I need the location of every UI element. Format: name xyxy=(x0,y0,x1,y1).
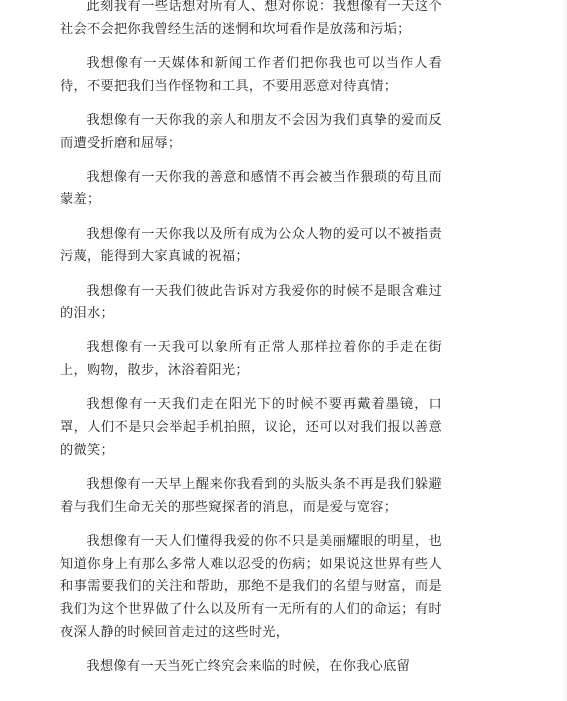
article-body xyxy=(60,0,442,690)
paragraph: 我想像有一天我们走在阳光下的时候不要再戴着墨镜，口罩，人们不是只会举起手机拍照，议论，还可以对我们报以善意的微笑； xyxy=(60,397,442,458)
paragraph: 我想像有一天当死亡终究会来临的时候，在你我心底留 xyxy=(86,658,411,674)
paragraph: 我想像有一天我们彼此告诉对方我爱你的时候不是眼含难过的泪水； xyxy=(60,283,442,322)
paragraph: 此刻我有一些话想对所有人、想对你说：我想像有一天这个社会不会把你我曾经生活的迷惘和坎坷看作是放荡和污垢； xyxy=(60,0,442,37)
paragraph: 我想像有一天我可以象所有正常人那样拉着你的手走在街上，购物，散步，沐浴着阳光； xyxy=(60,340,442,379)
paragraph: 我想像有一天媒体和新闻工作者们把你我也可以当作人看待，不要把我们当作怪物和工具，不要用恶意对待真情； xyxy=(60,55,442,94)
page-edge-shade xyxy=(561,0,567,701)
paragraph: 我想像有一天你我的善意和感情不再会被当作猥琐的苟且而蒙羞； xyxy=(60,169,442,208)
paragraph: 我想像有一天你我以及所有成为公众人物的爱可以不被指责污蔑，能得到大家真诚的祝福； xyxy=(60,226,442,265)
paragraph: 我想像有一天早上醒来你我看到的头版头条不再是我们躲避着与我们生命无关的那些窥探者的消息，而是爱与宽容； xyxy=(60,476,442,515)
paragraph: 我想像有一天人们懂得我爱的你不只是美丽耀眼的明星，也知道你身上有那么多常人难以忍受的伤病；如果说这世界有些人和事需要我们的关注和帮助，那绝不是我们的名望与财富，而是我们为这个世界做了什么以及所有一无所有的人们的命运；有时夜深人静的时候回首走过的这些时光， xyxy=(60,533,442,640)
paragraph: 我想像有一天你我的亲人和朋友不会因为我们真挚的爱而反而遭受折磨和屈辱； xyxy=(60,112,442,151)
